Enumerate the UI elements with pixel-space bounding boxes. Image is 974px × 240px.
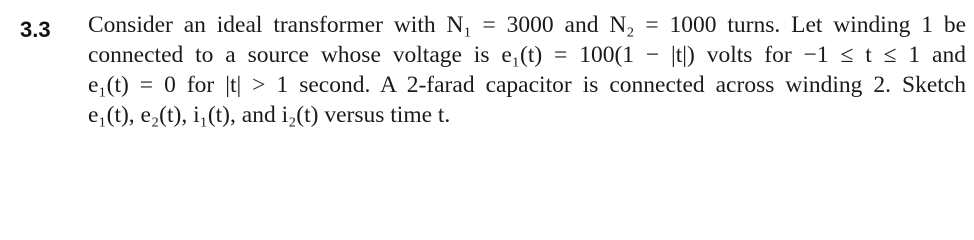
problem-number: 3.3	[20, 17, 51, 42]
problem-line-4: e₁(t), e₂(t), i₁(t), and i₂(t) versus time t.	[88, 102, 451, 128]
problem-statement	[88, 10, 966, 130]
problem-line-2: connected to a source whose voltage is e₁(t) = 100(1 − |t|) volts for −1 ≤ t ≤ 1 and	[88, 42, 966, 68]
problem-line-3: e₁(t) = 0 for |t| > 1 second. A 2-farad capacitor is connected across winding 2. Sketch	[88, 72, 966, 98]
problem-line-1: Consider an ideal transformer with N₁ = 3000 and N₂ = 1000 turns. Let winding 1 be	[88, 12, 966, 38]
